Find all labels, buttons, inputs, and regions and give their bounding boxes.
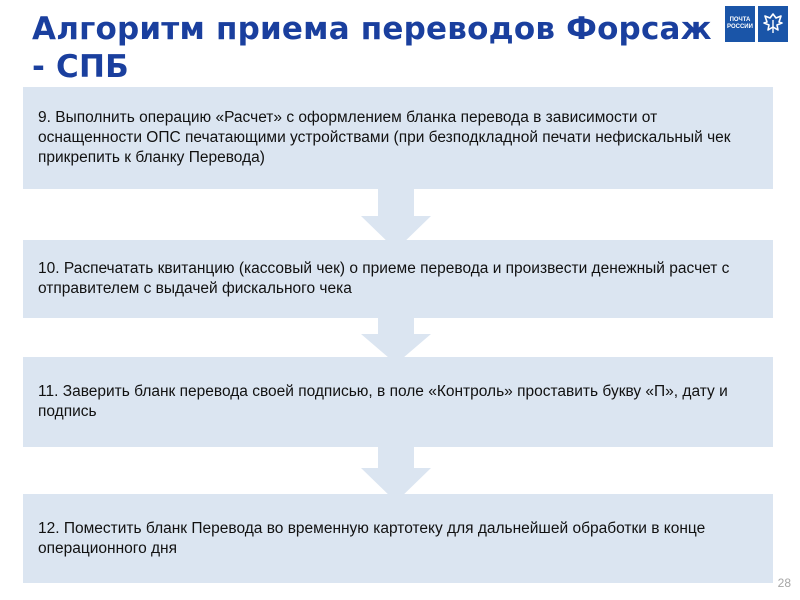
step-text: Поместить бланк Перевода во временную картотеку для дальнейшей обработки в конце операционного дня: [38, 519, 706, 557]
russian-post-logo: [725, 6, 755, 42]
eagle-emblem-graphic: [761, 11, 785, 37]
step-number: 9.: [38, 109, 51, 126]
step-12-content: [38, 519, 753, 559]
step-box-11: [23, 357, 773, 447]
step-text: Заверить бланк перевода своей подписью, в поле «Контроль» проставить букву «П», дату и подпись: [38, 383, 728, 420]
step-10-content: [38, 259, 753, 299]
logo-line-2: РОССИИ: [727, 24, 753, 30]
step-box-12: [23, 494, 773, 583]
step-9-content: [38, 108, 753, 168]
step-number: 11.: [38, 383, 59, 400]
page-number: 28: [777, 576, 791, 590]
step-box-9: [23, 87, 773, 189]
eagle-icon: [758, 6, 788, 42]
step-text: Распечатать квитанцию (кассовый чек) о приеме перевода и произвести денежный расчет с отправителем с выдачей фискального чека: [38, 260, 730, 297]
step-number: 12.: [38, 519, 60, 537]
step-11-content: [38, 382, 753, 422]
logo-line-1: ПОЧТА: [729, 17, 751, 23]
slide-title: Алгоритм приема переводов Форсаж - СПБ: [32, 11, 712, 85]
step-box-10: [23, 240, 773, 318]
step-number: 10.: [38, 260, 60, 277]
step-text: Выполнить операцию «Расчет» с оформлением бланка перевода в зависимости от оснащенности ОПС печатающими устройствами (при безподкладной печати нефискальный чек прикрепить к бланку Перевода): [38, 109, 731, 166]
